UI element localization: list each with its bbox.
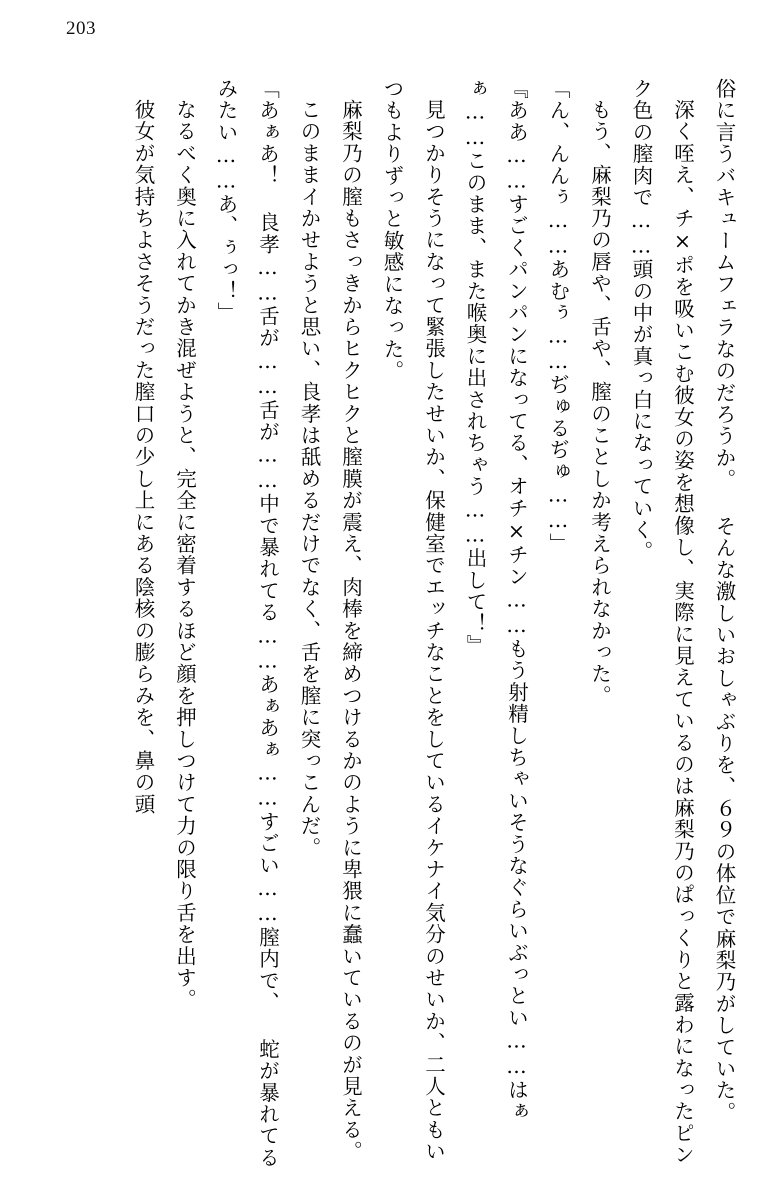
paragraph-dialogue (205, 78, 288, 1178)
paragraph: 見つかりそうになって緊張したせいか、保健室でエッチなことをしているイケナイ気分のせいか、二人ともいつもよりずっと敏感になった。 (380, 78, 446, 1163)
paragraph: 深く咥え、チ×ポを吸いこむ彼女の姿を想像し、実際に見えているのは麻梨乃のぱっくりと露わになったピンク色の膣肉で……頭の中が真っ白になっていく。 (629, 78, 695, 1166)
paragraph-inner-voice: 『ああ……すごくパンパンになってる、オチ×チン……もう射精しちゃいそうなぐらいぶっとい……はぁぁ……このまま、また喉奥に出されちゃう……出して！』 (463, 78, 529, 1123)
paragraph: このままイかせようと思い、良孝は舐めるだけでなく、舌を膣に突っこんだ。 (297, 99, 321, 859)
paragraph: 彼女が気持ちよさそうだった膣口の少し上にある陰核の膨らみを、鼻の頭 (131, 99, 155, 816)
paragraph: もう、麻梨乃の唇や、舌や、膣のことしか考えられなかった。 (587, 99, 612, 707)
dialogue-tail: 内で、 蛇が暴れてるみたい……あ、ぅっ！」 (214, 78, 280, 1169)
dialogue-head: 「あぁあ！ 良孝……舌が……舌が……中で暴れてる……あぁあぁ……すごい……膣 (255, 78, 280, 949)
paragraph-dialogue: 「ん、んんぅ……あむぅ……ぢゅるぢゅ……」 (546, 78, 570, 555)
paragraph: なるべく奥に入れてかき混ぜようと、完全に密着するほど顔を押しつけて力の限り舌を出す。 (172, 99, 197, 1011)
novel-body-text (28, 78, 744, 1178)
paragraph: 麻梨乃の膣もさっきからヒクヒクと膣膜が震え、肉棒を締めつけるかのように卑猥に蠢いているのが見える。 (338, 99, 363, 1163)
page-number: 203 (66, 18, 96, 39)
paragraph: 俗に言うバキュームフェラなのだろうか。 そんな激しいおしゃぶりを、６９の体位で麻梨乃がしていた。 (712, 78, 736, 1124)
